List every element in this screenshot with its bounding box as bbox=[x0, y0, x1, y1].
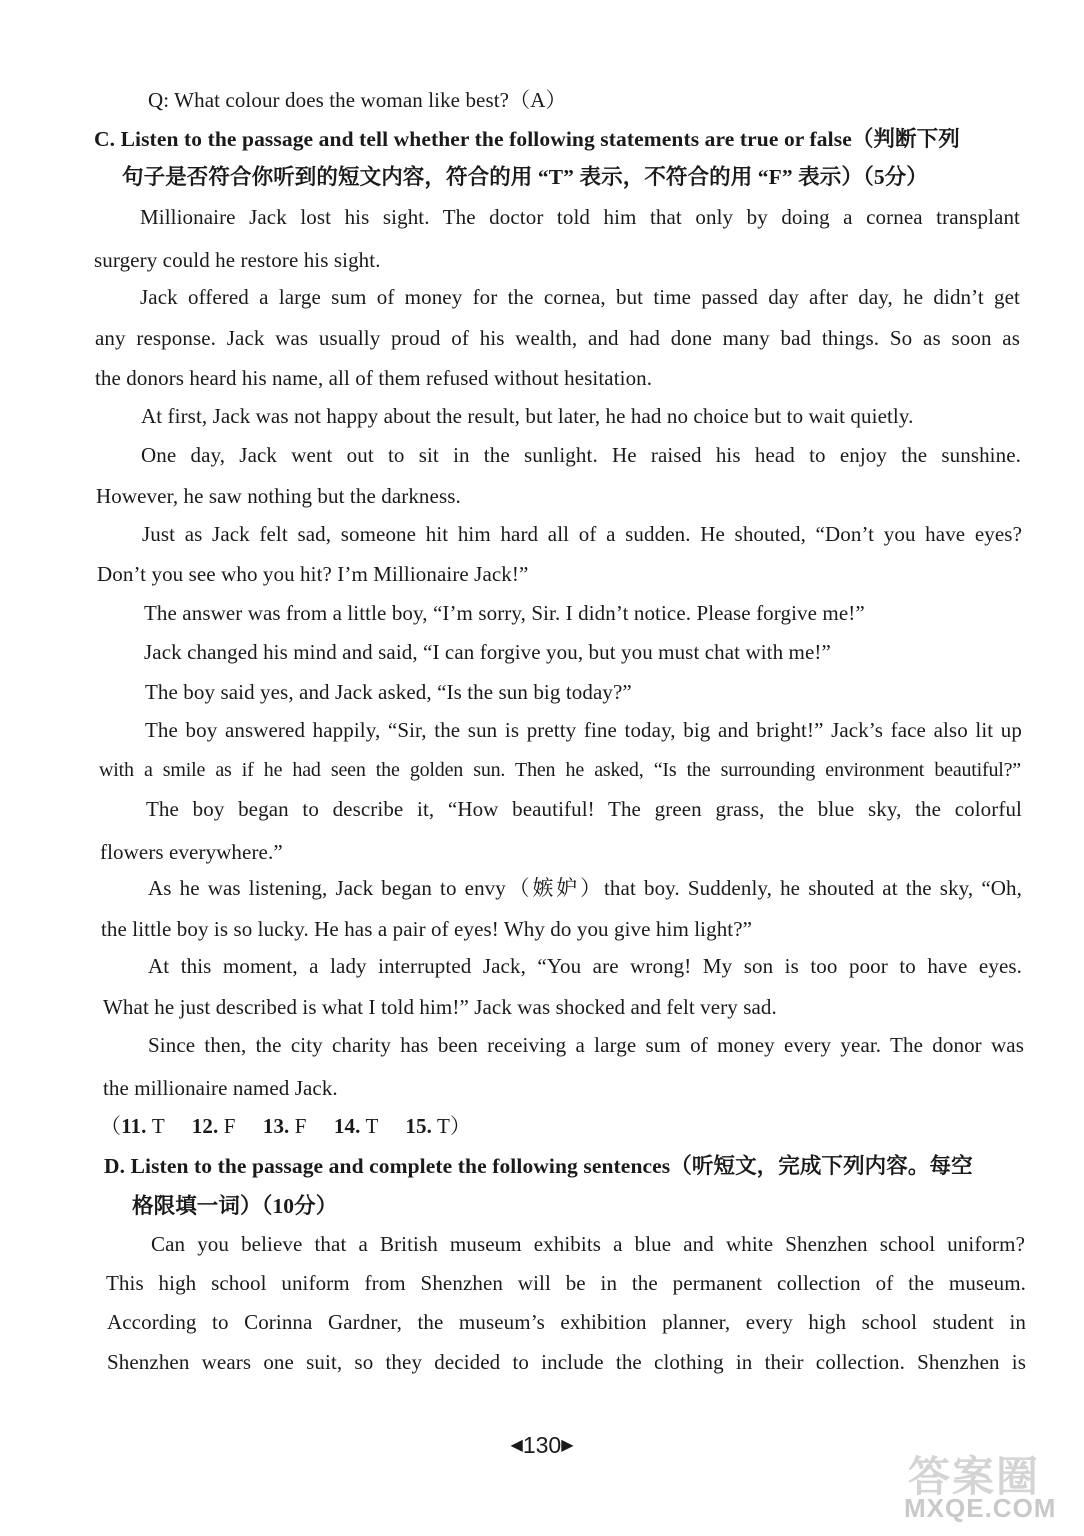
answer-value: F bbox=[294, 1114, 307, 1138]
right-triangle-icon: ▶ bbox=[561, 1437, 574, 1454]
passage-line: Don’t you see who you hit? I’m Millionaire Jack!” bbox=[97, 562, 529, 586]
answer-open-paren: （ bbox=[100, 1114, 122, 1138]
page-number-text: 130 bbox=[522, 1432, 562, 1458]
answer-item bbox=[192, 1114, 236, 1138]
answer-item bbox=[121, 1114, 164, 1138]
answer-value: T bbox=[365, 1114, 379, 1138]
question-text: Q: What colour does the woman like best?（A） bbox=[148, 88, 567, 112]
answer-item bbox=[334, 1114, 378, 1138]
passage-line: the little boy is so lucky. He has a pair of eyes! Why do you give him light?” bbox=[101, 917, 753, 941]
answer-number: 12. bbox=[191, 1114, 219, 1138]
passage-line: At first, Jack was not happy about the result, but later, he had no choice but to wait quietly. bbox=[141, 404, 914, 428]
passage-line: At this moment, a lady interrupted Jack, “You are wrong! My son is too poor to have eyes. bbox=[148, 954, 1022, 978]
passage-line: surgery could he restore his sight. bbox=[94, 248, 381, 272]
passage-line: Can you believe that a British museum exhibits a blue and white Shenzhen school uniform? bbox=[151, 1232, 1025, 1256]
passage-line: The boy answered happily, “Sir, the sun is pretty fine today, big and bright!” Jack’s face also lit up bbox=[145, 718, 1022, 742]
answer-close-paren: ） bbox=[449, 1114, 471, 1138]
answer-number: 11. bbox=[121, 1114, 147, 1138]
passage-line: Millionaire Jack lost his sight. The doctor told him that only by doing a cornea transplant bbox=[140, 205, 1020, 229]
passage-line: any response. Jack was usually proud of his wealth, and had done many bad things. So as soon as bbox=[95, 326, 1020, 350]
passage-line: Since then, the city charity has been receiving a large sum of money every year. The donor was bbox=[148, 1033, 1024, 1057]
passage-line: flowers everywhere.” bbox=[100, 840, 283, 864]
answer-number: 15. bbox=[405, 1114, 432, 1138]
passage-line: One day, Jack went out to sit in the sunlight. He raised his head to enjoy the sunshine. bbox=[141, 443, 1021, 467]
passage-line: As he was listening, Jack began to envy（嫉妒）that boy. Suddenly, he shouted at the sky, “Oh, bbox=[148, 876, 1022, 900]
passage-line: What he just described is what I told him!” Jack was shocked and felt very sad. bbox=[103, 995, 777, 1019]
answer-value: T bbox=[151, 1114, 165, 1138]
answer-value: T bbox=[436, 1114, 450, 1138]
watermark-chinese-text: 答案圈 bbox=[908, 1452, 1041, 1501]
section-d-heading: D. Listen to the passage and complete the following sentences（听短文，完成下列内容。每空 bbox=[104, 1154, 973, 1178]
passage-line: Just as Jack felt sad, someone hit him hard all of a sudden. He shouted, “Don’t you have eyes? bbox=[142, 522, 1022, 546]
passage-line: Jack offered a large sum of money for the cornea, but time passed day after day, he didn’t get bbox=[140, 285, 1020, 309]
section-c-heading-cont: 句子是否符合你听到的短文内容，符合的用 “T” 表示，不符合的用 “F” 表示）（5分） bbox=[122, 165, 928, 189]
watermark-logo bbox=[894, 1442, 1074, 1532]
passage-line: the donors heard his name, all of them refused without hesitation. bbox=[95, 366, 653, 390]
passage-line: The answer was from a little boy, “I’m sorry, Sir. I didn’t notice. Please forgive me!” bbox=[144, 601, 865, 625]
answer-value: F bbox=[223, 1114, 236, 1138]
section-d-heading-cont: 格限填一词）（10分） bbox=[132, 1194, 338, 1218]
passage-line: According to Corinna Gardner, the museum’s exhibition planner, every high school student in bbox=[107, 1310, 1026, 1334]
passage-line: Shenzhen wears one suit, so they decided to include the clothing in their collection. Shenzhen is bbox=[107, 1350, 1026, 1374]
answer-number: 13. bbox=[262, 1114, 290, 1138]
passage-line: This high school uniform from Shenzhen will be in the permanent collection of the museum. bbox=[106, 1271, 1026, 1295]
left-triangle-icon: ◀ bbox=[510, 1437, 523, 1454]
answer-key-c bbox=[100, 1113, 471, 1139]
section-c-heading: C. Listen to the passage and tell whether the following statements are true or false（判断下列 bbox=[94, 127, 960, 151]
passage-line: with a smile as if he had seen the golden sun. Then he asked, “Is the surrounding environment beautiful?” bbox=[99, 759, 1021, 781]
passage-line: The boy began to describe it, “How beautiful! The green grass, the blue sky, the colorful bbox=[146, 797, 1022, 821]
passage-line: the millionaire named Jack. bbox=[103, 1076, 338, 1100]
passage-line: However, he saw nothing but the darkness. bbox=[96, 484, 461, 508]
answer-number: 14. bbox=[333, 1114, 361, 1138]
passage-line: The boy said yes, and Jack asked, “Is the sun big today?” bbox=[145, 680, 632, 704]
watermark-site-text: MXQE.COM bbox=[904, 1493, 1057, 1523]
passage-line: Jack changed his mind and said, “I can forgive you, but you must chat with me!” bbox=[144, 640, 831, 664]
answer-item bbox=[405, 1114, 449, 1138]
answer-item bbox=[263, 1114, 307, 1138]
